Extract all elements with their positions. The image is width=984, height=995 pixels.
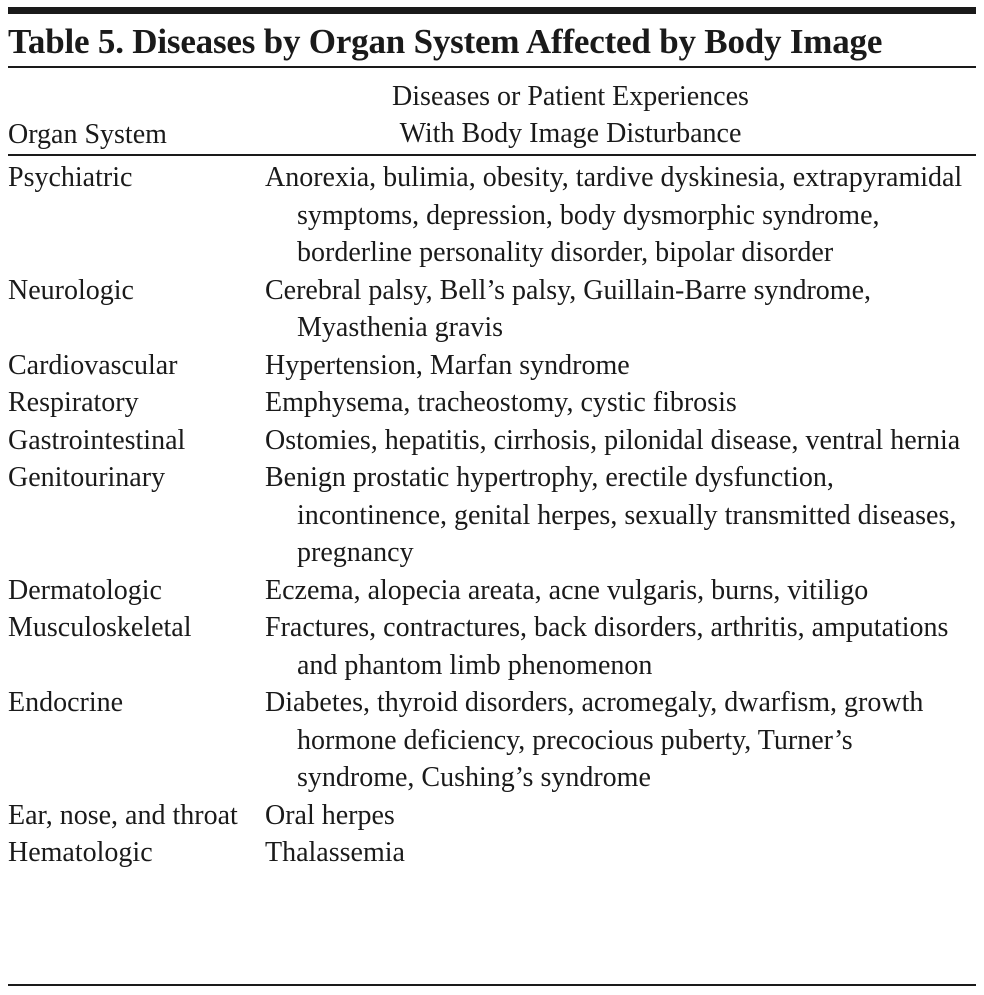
organ-system-cell: Gastrointestinal [8, 424, 186, 456]
organ-system-cell: Cardiovascular [8, 349, 178, 381]
header-diseases-line2: With Body Image Disturbance [399, 118, 742, 149]
diseases-cell: Hypertension, Marfan syndrome [265, 349, 630, 381]
bottom-rule [8, 984, 976, 986]
table-body [8, 159, 976, 872]
diseases-cell: Diabetes, thyroid disorders, acromegaly, dwarfism, growth hormone deficiency, precocious puberty, Turner’s syndrome, Cushing’s syndrome [265, 687, 924, 793]
table-row [8, 834, 976, 872]
organ-system-cell: Ear, nose, and throat [8, 799, 238, 831]
organ-system-cell: Musculoskeletal [8, 612, 192, 643]
diseases-cell: Eczema, alopecia areata, acne vulgaris, burns, vitiligo [265, 574, 869, 606]
organ-system-cell: Genitourinary [8, 462, 166, 493]
top-thick-rule [8, 7, 976, 14]
table-row [8, 459, 976, 572]
diseases-cell: Benign prostatic hypertrophy, erectile dysfunction, incontinence, genital herpes, sexually transmitted diseases, pregnancy [265, 462, 957, 568]
table-row [8, 422, 976, 460]
header-organ-system: Organ System [8, 119, 167, 150]
organ-system-cell: Respiratory [8, 387, 139, 418]
diseases-cell: Oral herpes [265, 799, 395, 831]
header-rule [8, 154, 976, 156]
organ-system-cell: Dermatologic [8, 574, 162, 606]
table-row [8, 609, 976, 684]
table-row [8, 384, 976, 422]
diseases-cell: Ostomies, hepatitis, cirrhosis, pilonidal disease, ventral hernia [265, 424, 961, 456]
table-row [8, 572, 976, 610]
diseases-cell: Emphysema, tracheostomy, cystic fibrosis [265, 387, 737, 418]
organ-system-cell: Psychiatric [8, 162, 133, 193]
organ-system-cell: Endocrine [8, 687, 124, 718]
table-row [8, 272, 976, 347]
table-row [8, 684, 976, 797]
table-row [8, 347, 976, 385]
diseases-cell: Cerebral palsy, Bell’s palsy, Guillain-Barre syndrome, Myasthenia gravis [265, 274, 871, 343]
header-diseases [308, 78, 833, 152]
table-title: Table 5. Diseases by Organ System Affected by Body Image [8, 22, 883, 61]
table-row [8, 159, 976, 272]
title-rule [8, 66, 976, 68]
diseases-cell: Thalassemia [265, 837, 405, 868]
header-diseases-line1: Diseases or Patient Experiences [392, 81, 749, 112]
diseases-cell: Anorexia, bulimia, obesity, tardive dyskinesia, extrapyramidal symptoms, depression, body dysmorphic syndrome, borderline personality disorder, bipolar disorder [265, 162, 963, 268]
diseases-cell: Fractures, contractures, back disorders, arthritis, amputations and phantom limb phenomenon [265, 612, 949, 681]
table-row [8, 797, 976, 835]
organ-system-cell: Hematologic [8, 837, 153, 868]
organ-system-cell: Neurologic [8, 274, 134, 306]
